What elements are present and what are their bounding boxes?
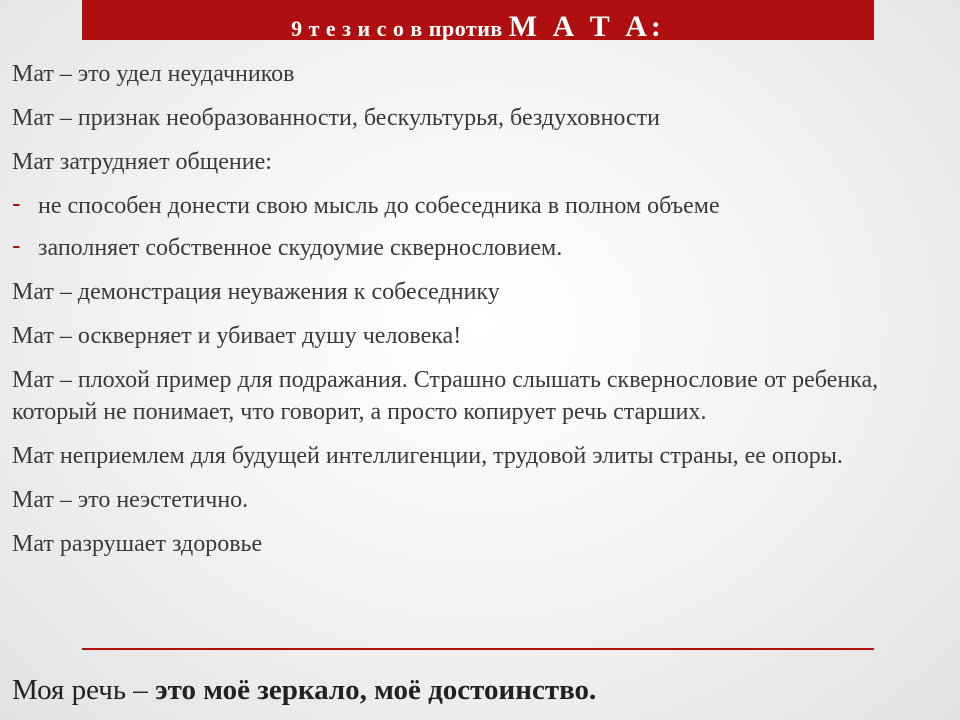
- dash-bullet: -: [12, 188, 21, 218]
- thesis-8: Мат – это неэстетично.: [12, 487, 249, 513]
- sub-point-1: [12, 190, 952, 222]
- thesis-9: Мат разрушает здоровье: [12, 531, 263, 557]
- closing-statement: [12, 674, 596, 707]
- closing-normal-text: Моя речь –: [12, 674, 156, 706]
- thesis-6: Мат – плохой пример для подражания. Страшно слышать сквернословие от ребенка, который не понимает, что говорит, а просто копирует речь старших.: [12, 367, 879, 425]
- title-part-big: М А Т А:: [508, 10, 665, 40]
- thesis-7: Мат неприемлем для будущей интеллигенции, трудовой элиты страны, ее опоры.: [12, 443, 843, 469]
- title-part-small: 9 т е з и с о в против: [291, 16, 509, 40]
- sub-point-2: [12, 232, 952, 264]
- title-bar: [82, 0, 874, 40]
- thesis-3: Мат затрудняет общение:: [12, 149, 272, 175]
- sub-point-1-text: не способен донести свою мысль до собеседника в полном объеме: [38, 193, 720, 219]
- red-divider-line: [82, 648, 874, 650]
- slide-title: [82, 10, 874, 40]
- thesis-4: Мат – демонстрация неуважения к собеседнику: [12, 279, 500, 305]
- closing-bold-text: это моё зеркало, моё достоинство.: [155, 674, 597, 706]
- thesis-2: Мат – признак необразованности, бескультурья, бездуховности: [12, 105, 660, 131]
- theses-list: [12, 58, 952, 560]
- sub-point-2-text: заполняет собственное скудоумие сквернословием.: [38, 235, 563, 261]
- thesis-5: Мат – оскверняет и убивает душу человека!: [12, 323, 462, 349]
- dash-bullet: -: [12, 230, 21, 260]
- thesis-1: Мат – это удел неудачников: [12, 61, 295, 87]
